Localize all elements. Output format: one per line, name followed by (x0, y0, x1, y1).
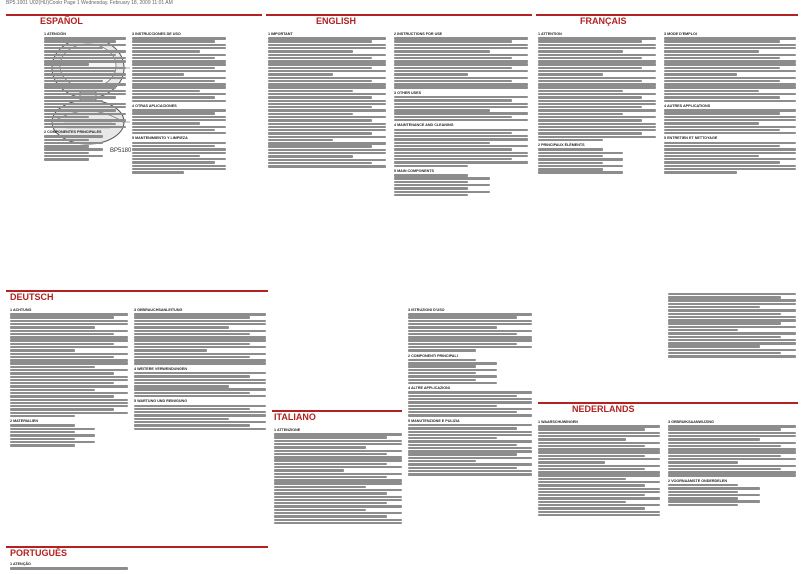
francais-column-2 (664, 30, 796, 174)
heading: 4 AUTRES APPLICATIONS (664, 103, 711, 108)
heading: 4 MAINTENANCE AND CLEANING (394, 123, 454, 128)
heading: 4 WEITERE VERWENDUNGEN (134, 366, 187, 371)
heading: 1 WAARSCHUWINGEN (538, 420, 578, 424)
english-column-2 (394, 30, 528, 197)
section-title-italiano: ITALIANO (274, 412, 316, 422)
heading: 5 ENTRETIEN ET NETTOYAGE (664, 136, 718, 141)
heading: 5 MANTENIMIENTO Y LIMPIEZA (132, 136, 188, 141)
section-title-english: ENGLISH (316, 16, 357, 26)
deutsch-column-2 (134, 306, 266, 431)
francais-column-3 (668, 292, 796, 359)
espanol-column-2 (132, 30, 226, 174)
heading: 2 COMPONENTI PRINCIPALI (408, 353, 458, 358)
nederlands-column-2 (668, 418, 796, 507)
heading: 1 ATENÇÃO (10, 562, 31, 566)
italiano-column-2 (408, 306, 532, 476)
heading: 3 OTHER USES (394, 90, 422, 95)
heading: 5 WARTUNG UND REINIGUNG (134, 399, 188, 404)
heading: 2 PRINCIPAUX ÉLÉMENTS (538, 143, 585, 148)
heading: 2 COMPONENTES PRINCIPALES (44, 130, 102, 135)
heading: 3 INSTRUCCIONES DE USO (132, 32, 181, 36)
heading: 3 MODE D'EMPLOI (664, 32, 697, 36)
italiano-column-1 (274, 426, 402, 525)
heading: 1 ATTENTION (538, 32, 562, 36)
section-title-portugues: PORTUGUÊS (10, 548, 68, 558)
heading: 3 GEBRUIKSAANWIJZING (668, 420, 714, 424)
heading: 4 OTRAS APLICACIONES (132, 103, 177, 108)
model-label: BP5180 (110, 148, 132, 154)
portugues-column-1 (10, 560, 128, 570)
heading: 3 GEBRAUCHSANLEITUNG (134, 308, 183, 312)
heading: 5 MANUTENZIONE E PULIZIA (408, 418, 460, 423)
heading: 2 VOORNAAMSTE ONDERDELEN (668, 478, 728, 483)
heading: 2 INSTRUCTIONS FOR USE (394, 32, 443, 36)
page-header-line: BP5.1001 Ü02(HU)Cookr Page 1 Wednesday, February 18, 2009 11:01 AM (6, 0, 173, 6)
section-title-espanol: ESPAÑOL (40, 16, 83, 26)
nederlands-column-1 (538, 418, 660, 517)
espanol-column-1 (44, 30, 126, 162)
section-title-deutsch: DEUTSCH (10, 292, 54, 302)
section-title-francais: FRANÇAIS (580, 16, 627, 26)
section-title-nederlands: NEDERLANDS (572, 404, 635, 414)
heading: 1 IMPORTANT (268, 32, 293, 36)
heading: 3 ISTRUZIONI D'USO (408, 308, 445, 312)
heading: 2 MATERIALIEN (10, 419, 38, 424)
heading: 1 ACHTUNG (10, 308, 32, 312)
heading: 5 MAIN COMPONENTS (394, 169, 434, 174)
heading: 1 ATENCIÓN (44, 32, 66, 36)
deutsch-column-1 (10, 306, 128, 447)
francais-column-1 (538, 30, 656, 175)
heading: 1 ATTENZIONE (274, 428, 301, 432)
english-column-1 (268, 30, 386, 168)
heading: 4 ALTRE APPLICAZIONI (408, 386, 450, 391)
